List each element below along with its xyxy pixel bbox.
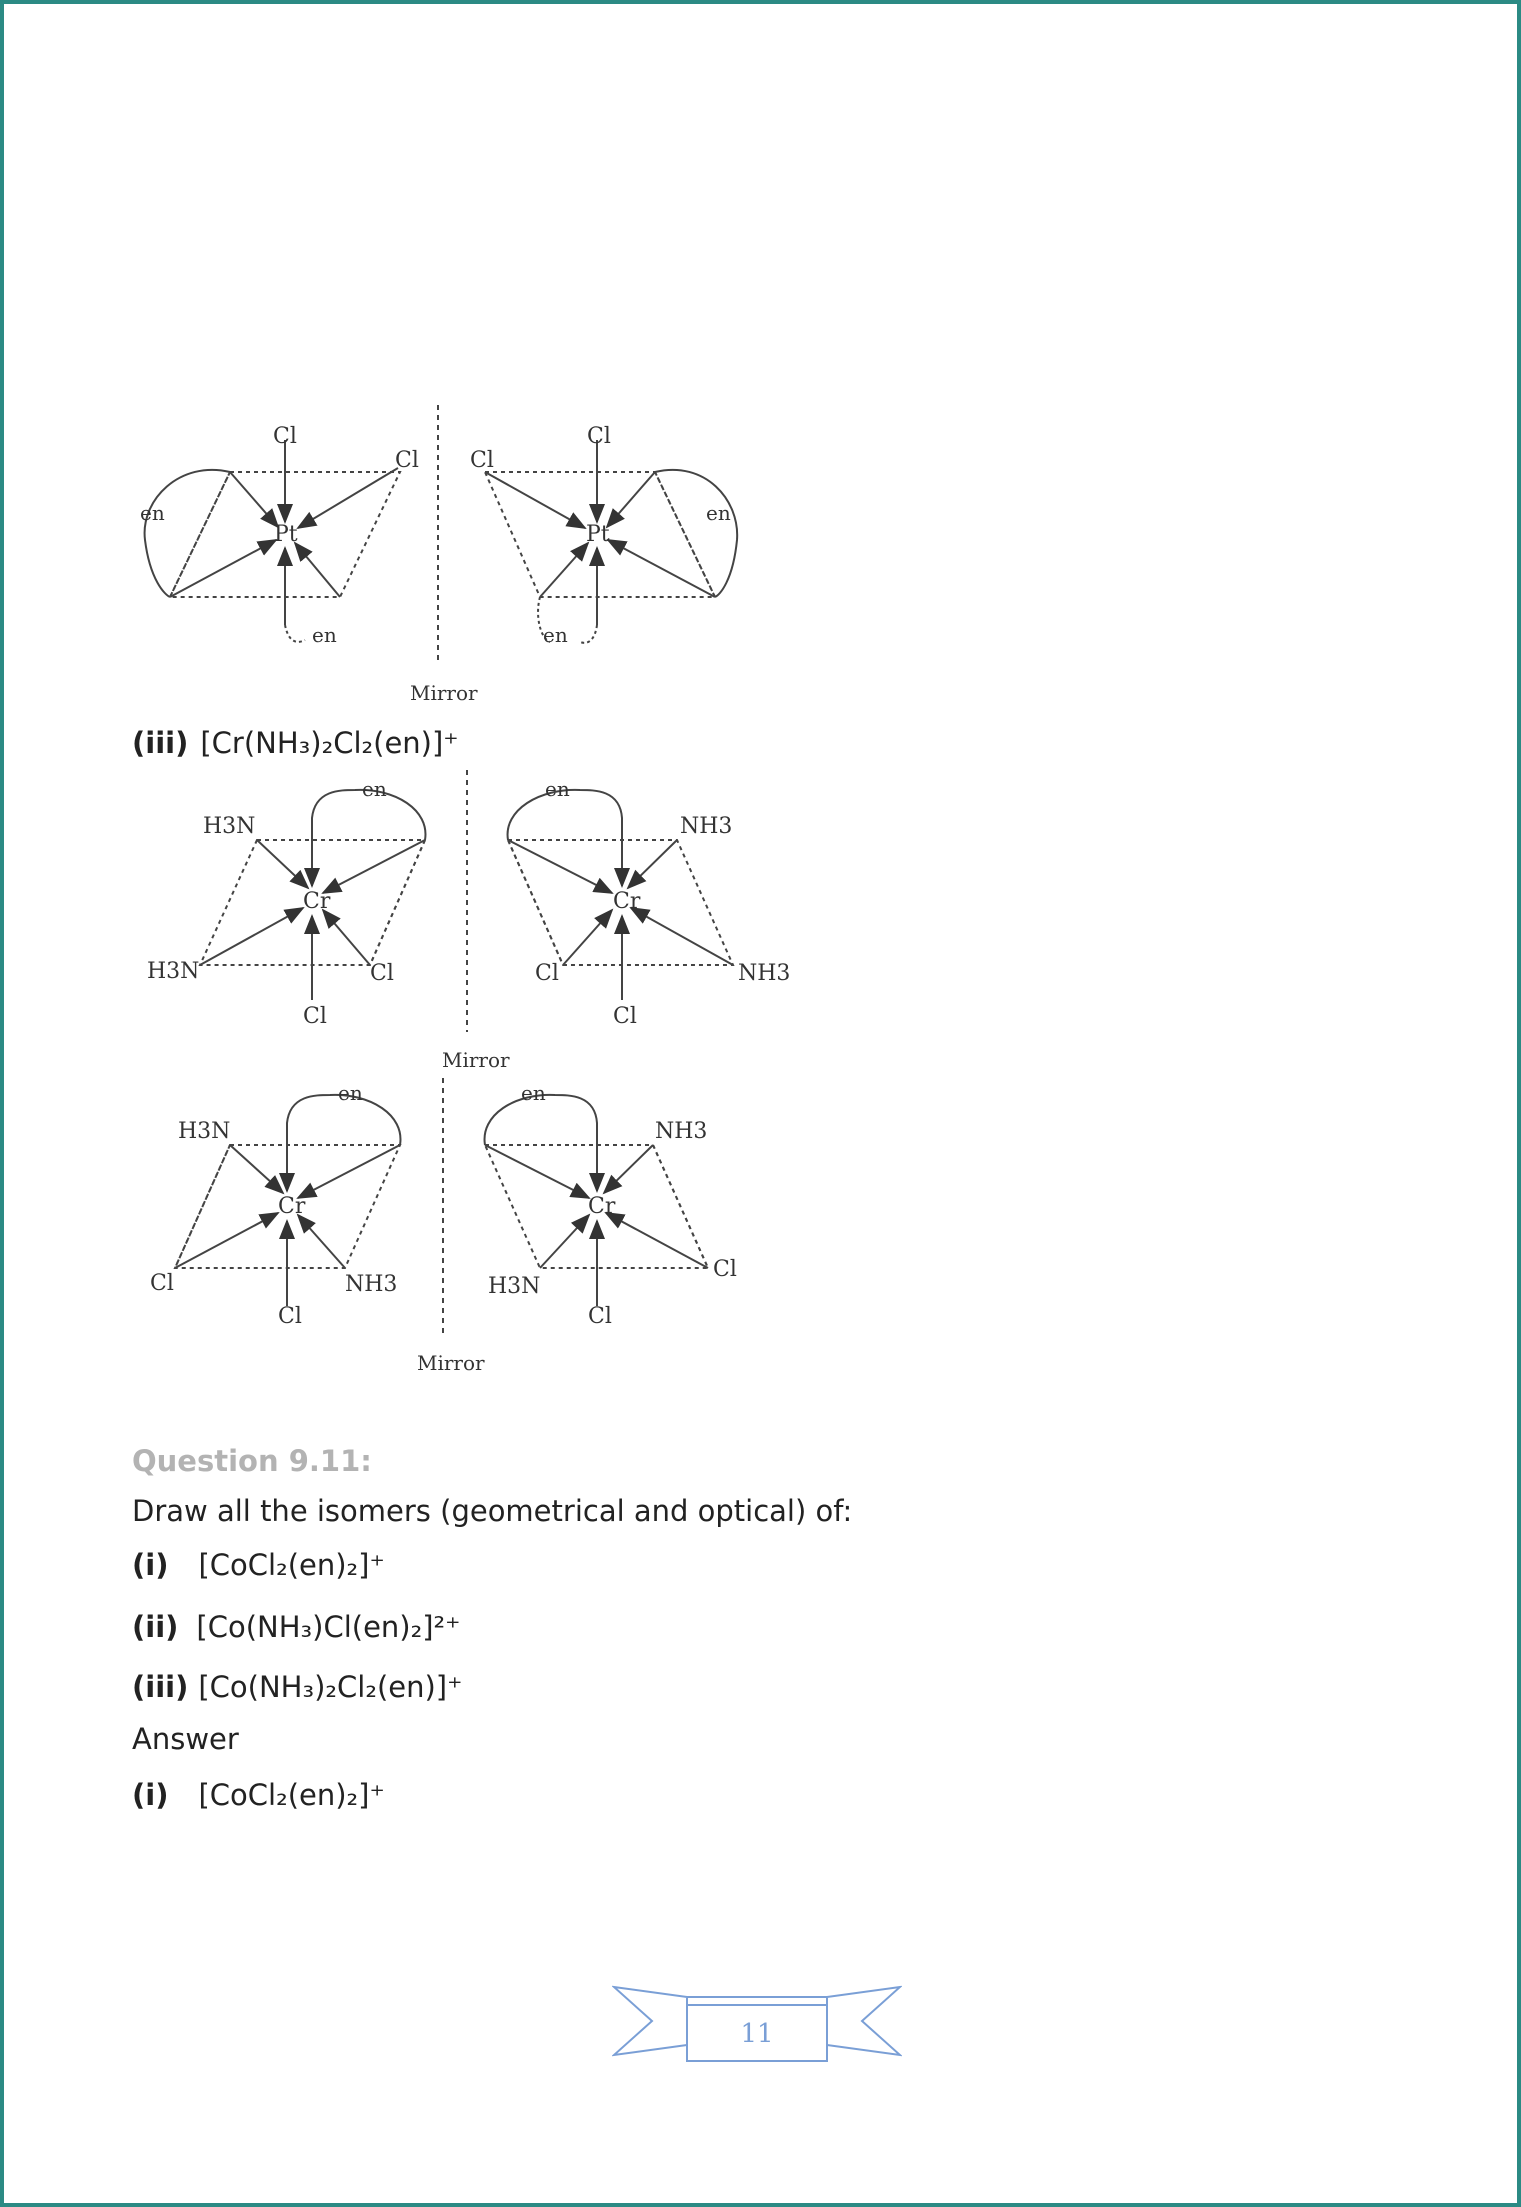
cr2-right-en-label: en bbox=[521, 1081, 546, 1105]
pt-left-right-label: Cl bbox=[395, 448, 419, 473]
question-part-i bbox=[132, 1546, 385, 1584]
cr1-left-center-label: Cr bbox=[303, 889, 331, 914]
part-iii-prev-label: (iii) bbox=[132, 726, 189, 760]
cr1-right-center-label: Cr bbox=[613, 889, 641, 914]
cr1-right-en-label: en bbox=[545, 777, 570, 801]
question-part-iii-label: (iii) bbox=[132, 1670, 189, 1704]
pt-right-top-label: Cl bbox=[587, 424, 611, 449]
answer-part-i-formula: [CoCl₂(en)₂]⁺ bbox=[198, 1778, 385, 1812]
cr2-left-center-label: Cr bbox=[278, 1194, 306, 1219]
cr1-left-topleft-label: H3N bbox=[203, 814, 256, 839]
cr2-right-bottomleft-label: H3N bbox=[488, 1274, 541, 1299]
answer-label: Answer bbox=[132, 1722, 239, 1756]
cr2-left-bottom-label: Cl bbox=[278, 1304, 302, 1329]
cr2-left-en-label: en bbox=[338, 1081, 363, 1105]
answer-part-i bbox=[132, 1776, 385, 1814]
cr1-right-bottom-label: Cl bbox=[613, 1004, 637, 1029]
cr1-left-bottomleft-label: H3N bbox=[147, 959, 200, 984]
cr2-right-center-label: Cr bbox=[588, 1194, 616, 1219]
pt-right-center-label: Pt bbox=[586, 522, 610, 547]
part-iii-prev-formula: [Cr(NH₃)₂Cl₂(en)]⁺ bbox=[200, 726, 459, 760]
page-number: 11 bbox=[740, 2019, 774, 2049]
cr2-right-topright-label: NH3 bbox=[655, 1119, 708, 1144]
pt-right-bottom-label: en bbox=[543, 623, 568, 647]
pt-mirror-label: Mirror bbox=[410, 681, 478, 705]
cr2-left-bottomleft-label: Cl bbox=[150, 1271, 174, 1296]
question-part-ii-label: (ii) bbox=[132, 1610, 179, 1644]
pt-left-bottom-label: en bbox=[312, 623, 337, 647]
cr1-left-en-label: en bbox=[362, 777, 387, 801]
pt-right-left-label: Cl bbox=[470, 448, 494, 473]
cr1-left-bottom-label: Cl bbox=[303, 1004, 327, 1029]
cr2-left-bottomright-label: NH3 bbox=[345, 1272, 398, 1297]
pt-left-chelate-label: en bbox=[140, 501, 165, 525]
question-part-iii bbox=[132, 1668, 462, 1706]
cr2-mirror-label: Mirror bbox=[417, 1351, 485, 1375]
cr1-left-bottomright-label: Cl bbox=[370, 961, 394, 986]
pt-left-top-label: Cl bbox=[273, 424, 297, 449]
question-heading: Question 9.11: bbox=[132, 1444, 372, 1478]
cr-isomer-figure-2 bbox=[140, 1078, 800, 1378]
cr1-mirror-label: Mirror bbox=[442, 1048, 510, 1070]
answer-part-i-label: (i) bbox=[132, 1778, 169, 1812]
question-part-ii bbox=[132, 1608, 460, 1646]
question-part-i-formula: [CoCl₂(en)₂]⁺ bbox=[198, 1548, 385, 1582]
question-part-iii-formula: [Co(NH₃)₂Cl₂(en)]⁺ bbox=[198, 1670, 463, 1704]
cr1-right-bottomright-label: NH3 bbox=[738, 961, 791, 986]
page-number-banner bbox=[612, 1985, 902, 2069]
cr-isomer-figure-1 bbox=[140, 770, 800, 1070]
cr2-right-bottomright-label: Cl bbox=[713, 1257, 737, 1282]
cr1-right-topright-label: NH3 bbox=[680, 814, 733, 839]
cr1-right-bottomleft-label: Cl bbox=[535, 961, 559, 986]
cr2-right-bottom-label: Cl bbox=[588, 1304, 612, 1329]
part-iii-prev-line bbox=[132, 724, 459, 762]
pt-left-center-label: Pt bbox=[274, 522, 298, 547]
question-part-i-label: (i) bbox=[132, 1548, 169, 1582]
pt-right-chelate-label: en bbox=[706, 501, 731, 525]
pt-isomer-figure bbox=[140, 400, 780, 710]
cr2-left-topleft-label: H3N bbox=[178, 1119, 231, 1144]
question-prompt: Draw all the isomers (geometrical and optical) of: bbox=[132, 1494, 853, 1528]
question-part-ii-formula: [Co(NH₃)Cl(en)₂]²⁺ bbox=[196, 1610, 461, 1644]
